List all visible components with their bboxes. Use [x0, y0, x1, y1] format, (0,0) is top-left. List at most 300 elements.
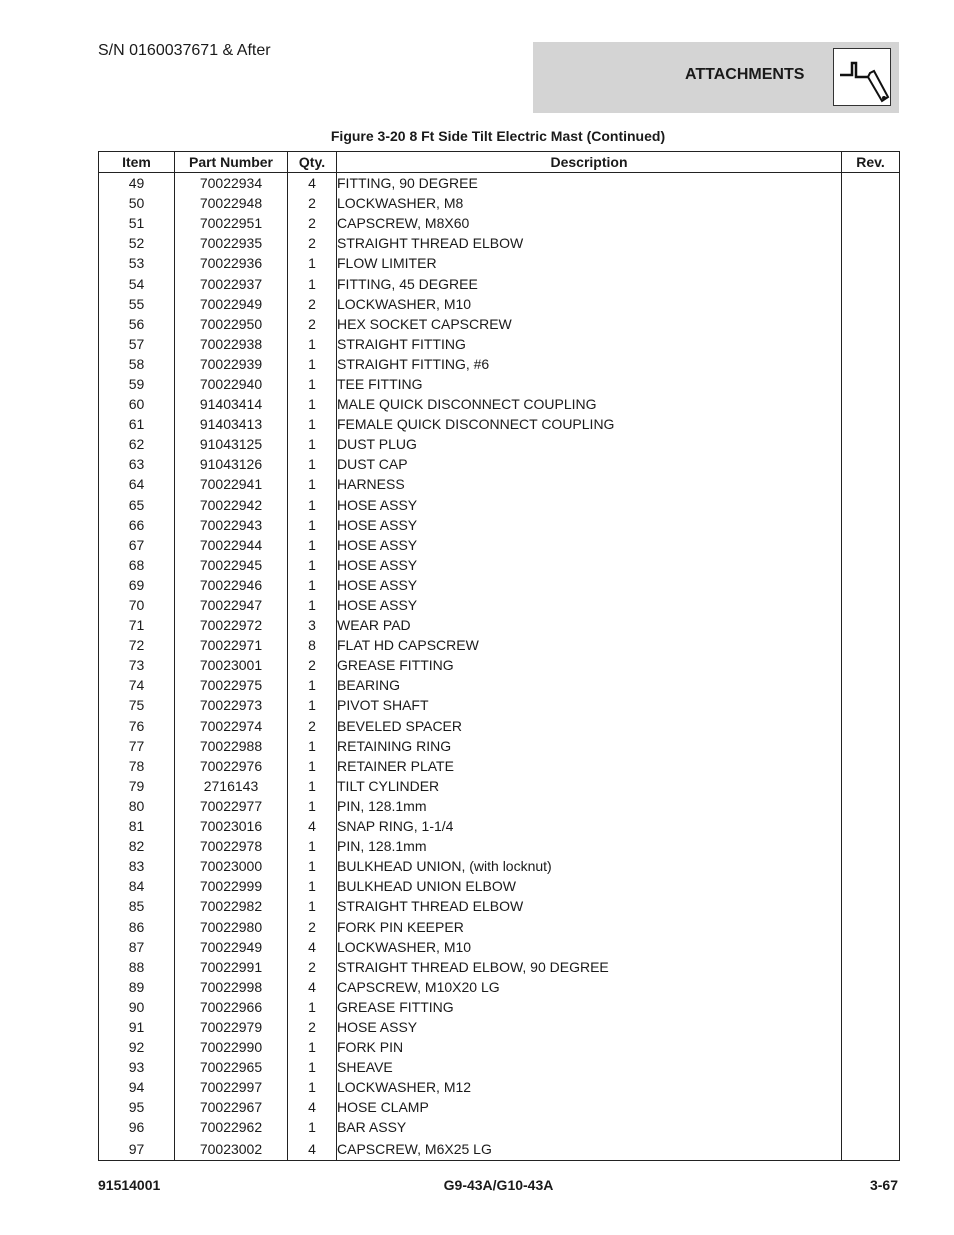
qty-cell: 2 — [288, 213, 337, 233]
part-number-cell: 70022938 — [175, 334, 288, 354]
item-cell: 87 — [99, 937, 175, 957]
qty-cell: 3 — [288, 615, 337, 635]
item-cell: 78 — [99, 756, 175, 776]
item-cell: 85 — [99, 896, 175, 916]
part-number-cell: 70022944 — [175, 535, 288, 555]
item-cell: 60 — [99, 394, 175, 414]
rev-cell — [842, 1017, 900, 1037]
table-row — [99, 695, 900, 715]
col-header-item: Item — [99, 152, 175, 173]
rev-cell — [842, 937, 900, 957]
description-cell: LOCKWASHER, M10 — [337, 937, 842, 957]
table-row — [99, 334, 900, 354]
table-row — [99, 354, 900, 374]
table-row — [99, 675, 900, 695]
table-row — [99, 977, 900, 997]
description-cell: FLAT HD CAPSCREW — [337, 635, 842, 655]
rev-cell — [842, 675, 900, 695]
description-cell: STRAIGHT THREAD ELBOW — [337, 896, 842, 916]
rev-cell — [842, 294, 900, 314]
qty-cell: 1 — [288, 796, 337, 816]
description-cell: CAPSCREW, M6X25 LG — [337, 1138, 842, 1161]
table-row — [99, 756, 900, 776]
qty-cell: 2 — [288, 294, 337, 314]
part-number-cell: 70022962 — [175, 1117, 288, 1137]
part-number-cell: 70022977 — [175, 796, 288, 816]
part-number-cell: 70022942 — [175, 495, 288, 515]
parts-table-body — [99, 173, 900, 1161]
part-number-cell: 70022974 — [175, 716, 288, 736]
part-number-cell: 70022973 — [175, 695, 288, 715]
description-cell: HEX SOCKET CAPSCREW — [337, 314, 842, 334]
item-cell: 75 — [99, 695, 175, 715]
part-number-cell: 70022934 — [175, 173, 288, 194]
table-row — [99, 213, 900, 233]
rev-cell — [842, 1057, 900, 1077]
description-cell: FITTING, 45 DEGREE — [337, 273, 842, 293]
rev-cell — [842, 555, 900, 575]
table-row — [99, 555, 900, 575]
table-row — [99, 495, 900, 515]
qty-cell: 1 — [288, 334, 337, 354]
description-cell: SNAP RING, 1-1/4 — [337, 816, 842, 836]
qty-cell: 4 — [288, 937, 337, 957]
rev-cell — [842, 856, 900, 876]
description-cell: HARNESS — [337, 474, 842, 494]
part-number-cell: 70022997 — [175, 1077, 288, 1097]
item-cell: 91 — [99, 1017, 175, 1037]
qty-cell: 1 — [288, 555, 337, 575]
table-row — [99, 454, 900, 474]
table-row — [99, 896, 900, 916]
qty-cell: 1 — [288, 394, 337, 414]
item-cell: 56 — [99, 314, 175, 334]
description-cell: PIN, 128.1mm — [337, 836, 842, 856]
description-cell: FORK PIN KEEPER — [337, 916, 842, 936]
qty-cell: 1 — [288, 756, 337, 776]
part-number-cell: 70022999 — [175, 876, 288, 896]
figure-title: Figure 3-20 8 Ft Side Tilt Electric Mast (Continued) — [330, 128, 666, 144]
rev-cell — [842, 334, 900, 354]
part-number-cell: 70022976 — [175, 756, 288, 776]
table-row — [99, 253, 900, 273]
table-row — [99, 294, 900, 314]
model-number: G9-43A/G10-43A — [443, 1177, 554, 1193]
qty-cell: 1 — [288, 1117, 337, 1137]
item-cell: 49 — [99, 173, 175, 194]
part-number-cell: 70022949 — [175, 937, 288, 957]
rev-cell — [842, 776, 900, 796]
part-number-cell: 70022978 — [175, 836, 288, 856]
table-row — [99, 856, 900, 876]
part-number-cell: 70022937 — [175, 273, 288, 293]
rev-cell — [842, 253, 900, 273]
item-cell: 67 — [99, 535, 175, 555]
qty-cell: 1 — [288, 595, 337, 615]
part-number-cell: 70022991 — [175, 957, 288, 977]
qty-cell: 1 — [288, 454, 337, 474]
qty-cell: 1 — [288, 876, 337, 896]
qty-cell: 1 — [288, 997, 337, 1017]
part-number-cell: 91043125 — [175, 434, 288, 454]
table-row — [99, 1017, 900, 1037]
qty-cell: 1 — [288, 1037, 337, 1057]
description-cell: BEARING — [337, 675, 842, 695]
rev-cell — [842, 595, 900, 615]
qty-cell: 2 — [288, 957, 337, 977]
item-cell: 97 — [99, 1138, 175, 1161]
part-number-cell: 70023000 — [175, 856, 288, 876]
table-row — [99, 1138, 900, 1161]
item-cell: 65 — [99, 495, 175, 515]
part-number-cell: 70023016 — [175, 816, 288, 836]
item-cell: 90 — [99, 997, 175, 1017]
item-cell: 66 — [99, 515, 175, 535]
description-cell: DUST PLUG — [337, 434, 842, 454]
part-number-cell: 70022998 — [175, 977, 288, 997]
description-cell: PIVOT SHAFT — [337, 695, 842, 715]
qty-cell: 1 — [288, 856, 337, 876]
item-cell: 69 — [99, 575, 175, 595]
description-cell: HOSE ASSY — [337, 575, 842, 595]
rev-cell — [842, 273, 900, 293]
qty-cell: 1 — [288, 776, 337, 796]
part-number-cell: 70022943 — [175, 515, 288, 535]
part-number-cell: 70022990 — [175, 1037, 288, 1057]
part-number-cell: 70022946 — [175, 575, 288, 595]
description-cell: STRAIGHT FITTING, #6 — [337, 354, 842, 374]
qty-cell: 4 — [288, 1097, 337, 1117]
item-cell: 89 — [99, 977, 175, 997]
item-cell: 76 — [99, 716, 175, 736]
rev-cell — [842, 474, 900, 494]
item-cell: 62 — [99, 434, 175, 454]
table-row — [99, 374, 900, 394]
description-cell: RETAINER PLATE — [337, 756, 842, 776]
rev-cell — [842, 575, 900, 595]
table-row — [99, 414, 900, 434]
table-row — [99, 736, 900, 756]
rev-cell — [842, 1037, 900, 1057]
rev-cell — [842, 736, 900, 756]
table-row — [99, 957, 900, 977]
part-number-cell: 70023002 — [175, 1138, 288, 1161]
rev-cell — [842, 454, 900, 474]
rev-cell — [842, 374, 900, 394]
qty-cell: 1 — [288, 736, 337, 756]
table-row — [99, 575, 900, 595]
qty-cell: 1 — [288, 1077, 337, 1097]
item-cell: 61 — [99, 414, 175, 434]
description-cell: BULKHEAD UNION, (with locknut) — [337, 856, 842, 876]
rev-cell — [842, 314, 900, 334]
description-cell: STRAIGHT THREAD ELBOW — [337, 233, 842, 253]
rev-cell — [842, 535, 900, 555]
qty-cell: 1 — [288, 273, 337, 293]
rev-cell — [842, 655, 900, 675]
item-cell: 93 — [99, 1057, 175, 1077]
table-row — [99, 997, 900, 1017]
rev-cell — [842, 816, 900, 836]
qty-cell: 1 — [288, 354, 337, 374]
rev-cell — [842, 1097, 900, 1117]
table-row — [99, 836, 900, 856]
item-cell: 50 — [99, 193, 175, 213]
table-row — [99, 1097, 900, 1117]
item-cell: 72 — [99, 635, 175, 655]
description-cell: BAR ASSY — [337, 1117, 842, 1137]
parts-table — [98, 151, 900, 1161]
description-cell: FLOW LIMITER — [337, 253, 842, 273]
description-cell: BULKHEAD UNION ELBOW — [337, 876, 842, 896]
item-cell: 84 — [99, 876, 175, 896]
item-cell: 81 — [99, 816, 175, 836]
description-cell: TILT CYLINDER — [337, 776, 842, 796]
qty-cell: 4 — [288, 816, 337, 836]
table-row — [99, 796, 900, 816]
qty-cell: 2 — [288, 314, 337, 334]
qty-cell: 1 — [288, 695, 337, 715]
qty-cell: 2 — [288, 655, 337, 675]
qty-cell: 2 — [288, 193, 337, 213]
description-cell: FORK PIN — [337, 1037, 842, 1057]
description-cell: PIN, 128.1mm — [337, 796, 842, 816]
part-number-cell: 70022965 — [175, 1057, 288, 1077]
part-number-cell: 70022951 — [175, 213, 288, 233]
item-cell: 92 — [99, 1037, 175, 1057]
table-row — [99, 655, 900, 675]
rev-cell — [842, 876, 900, 896]
rev-cell — [842, 756, 900, 776]
qty-cell: 4 — [288, 977, 337, 997]
table-header-row — [99, 152, 900, 173]
rev-cell — [842, 635, 900, 655]
qty-cell: 2 — [288, 1017, 337, 1037]
table-row — [99, 1057, 900, 1077]
rev-cell — [842, 977, 900, 997]
rev-cell — [842, 695, 900, 715]
description-cell: BEVELED SPACER — [337, 716, 842, 736]
part-number-cell: 91043126 — [175, 454, 288, 474]
part-number-cell: 70022947 — [175, 595, 288, 615]
qty-cell: 2 — [288, 716, 337, 736]
item-cell: 63 — [99, 454, 175, 474]
description-cell: TEE FITTING — [337, 374, 842, 394]
table-row — [99, 1077, 900, 1097]
table-row — [99, 535, 900, 555]
description-cell: HOSE ASSY — [337, 515, 842, 535]
item-cell: 73 — [99, 655, 175, 675]
section-header — [533, 42, 899, 113]
part-number-cell: 70022980 — [175, 916, 288, 936]
rev-cell — [842, 495, 900, 515]
part-number-cell: 70022972 — [175, 615, 288, 635]
rev-cell — [842, 354, 900, 374]
serial-number: S/N 0160037671 & After — [98, 42, 271, 59]
description-cell: LOCKWASHER, M12 — [337, 1077, 842, 1097]
rev-cell — [842, 394, 900, 414]
item-cell: 58 — [99, 354, 175, 374]
description-cell: GREASE FITTING — [337, 655, 842, 675]
qty-cell: 1 — [288, 495, 337, 515]
table-row — [99, 273, 900, 293]
item-cell: 88 — [99, 957, 175, 977]
description-cell: SHEAVE — [337, 1057, 842, 1077]
part-number-cell: 70022939 — [175, 354, 288, 374]
part-number-cell: 2716143 — [175, 776, 288, 796]
item-cell: 51 — [99, 213, 175, 233]
rev-cell — [842, 1117, 900, 1137]
wrench-icon — [833, 48, 891, 106]
item-cell: 64 — [99, 474, 175, 494]
col-header-part-number: Part Number — [175, 152, 288, 173]
table-row — [99, 1037, 900, 1057]
part-number-cell: 70022935 — [175, 233, 288, 253]
rev-cell — [842, 434, 900, 454]
item-cell: 59 — [99, 374, 175, 394]
qty-cell: 1 — [288, 575, 337, 595]
description-cell: LOCKWASHER, M10 — [337, 294, 842, 314]
qty-cell: 1 — [288, 535, 337, 555]
part-number-cell: 70022950 — [175, 314, 288, 334]
description-cell: HOSE CLAMP — [337, 1097, 842, 1117]
qty-cell: 2 — [288, 233, 337, 253]
table-row — [99, 233, 900, 253]
qty-cell: 8 — [288, 635, 337, 655]
rev-cell — [842, 796, 900, 816]
rev-cell — [842, 957, 900, 977]
qty-cell: 1 — [288, 515, 337, 535]
description-cell: STRAIGHT THREAD ELBOW, 90 DEGREE — [337, 957, 842, 977]
table-row — [99, 816, 900, 836]
qty-cell: 1 — [288, 896, 337, 916]
col-header-description: Description — [337, 152, 842, 173]
item-cell: 71 — [99, 615, 175, 635]
table-row — [99, 434, 900, 454]
rev-cell — [842, 193, 900, 213]
description-cell: FITTING, 90 DEGREE — [337, 173, 842, 194]
table-row — [99, 615, 900, 635]
item-cell: 54 — [99, 273, 175, 293]
description-cell: CAPSCREW, M8X60 — [337, 213, 842, 233]
table-row — [99, 916, 900, 936]
qty-cell: 1 — [288, 374, 337, 394]
description-cell: WEAR PAD — [337, 615, 842, 635]
rev-cell — [842, 1138, 900, 1161]
part-number-cell: 70022949 — [175, 294, 288, 314]
rev-cell — [842, 836, 900, 856]
description-cell: DUST CAP — [337, 454, 842, 474]
description-cell: HOSE ASSY — [337, 595, 842, 615]
rev-cell — [842, 1077, 900, 1097]
table-row — [99, 394, 900, 414]
rev-cell — [842, 997, 900, 1017]
item-cell: 83 — [99, 856, 175, 876]
qty-cell: 1 — [288, 434, 337, 454]
description-cell: RETAINING RING — [337, 736, 842, 756]
part-number-cell: 70022941 — [175, 474, 288, 494]
table-row — [99, 474, 900, 494]
rev-cell — [842, 515, 900, 535]
table-row — [99, 314, 900, 334]
rev-cell — [842, 173, 900, 194]
item-cell: 94 — [99, 1077, 175, 1097]
part-number-cell: 70022982 — [175, 896, 288, 916]
qty-cell: 1 — [288, 414, 337, 434]
part-number-cell: 70022936 — [175, 253, 288, 273]
description-cell: STRAIGHT FITTING — [337, 334, 842, 354]
section-title: ATTACHMENTS — [685, 66, 805, 83]
rev-cell — [842, 233, 900, 253]
item-cell: 57 — [99, 334, 175, 354]
qty-cell: 1 — [288, 474, 337, 494]
table-row — [99, 635, 900, 655]
rev-cell — [842, 414, 900, 434]
col-header-rev: Rev. — [842, 152, 900, 173]
part-number-cell: 70022940 — [175, 374, 288, 394]
table-row — [99, 173, 900, 194]
description-cell: MALE QUICK DISCONNECT COUPLING — [337, 394, 842, 414]
description-cell: FEMALE QUICK DISCONNECT COUPLING — [337, 414, 842, 434]
description-cell: HOSE ASSY — [337, 1017, 842, 1037]
item-cell: 77 — [99, 736, 175, 756]
part-number-cell: 70022967 — [175, 1097, 288, 1117]
rev-cell — [842, 213, 900, 233]
col-header-qty: Qty. — [288, 152, 337, 173]
table-row — [99, 515, 900, 535]
item-cell: 96 — [99, 1117, 175, 1137]
item-cell: 53 — [99, 253, 175, 273]
table-row — [99, 1117, 900, 1137]
description-cell: HOSE ASSY — [337, 535, 842, 555]
qty-cell: 2 — [288, 916, 337, 936]
table-row — [99, 876, 900, 896]
part-number-cell: 70022948 — [175, 193, 288, 213]
table-row — [99, 776, 900, 796]
table-row — [99, 716, 900, 736]
table-row — [99, 193, 900, 213]
item-cell: 52 — [99, 233, 175, 253]
item-cell: 70 — [99, 595, 175, 615]
rev-cell — [842, 916, 900, 936]
item-cell: 95 — [99, 1097, 175, 1117]
page-number: 3-67 — [869, 1177, 898, 1193]
table-row — [99, 595, 900, 615]
part-number-cell: 70022979 — [175, 1017, 288, 1037]
item-cell: 74 — [99, 675, 175, 695]
part-number-cell: 70022975 — [175, 675, 288, 695]
qty-cell: 1 — [288, 836, 337, 856]
rev-cell — [842, 615, 900, 635]
doc-number: 91514001 — [98, 1177, 161, 1193]
part-number-cell: 91403414 — [175, 394, 288, 414]
description-cell: LOCKWASHER, M8 — [337, 193, 842, 213]
description-cell: HOSE ASSY — [337, 495, 842, 515]
description-cell: CAPSCREW, M10X20 LG — [337, 977, 842, 997]
item-cell: 68 — [99, 555, 175, 575]
qty-cell: 4 — [288, 1138, 337, 1161]
item-cell: 79 — [99, 776, 175, 796]
table-row — [99, 937, 900, 957]
item-cell: 82 — [99, 836, 175, 856]
description-cell: HOSE ASSY — [337, 555, 842, 575]
part-number-cell: 70022988 — [175, 736, 288, 756]
part-number-cell: 70022966 — [175, 997, 288, 1017]
rev-cell — [842, 896, 900, 916]
item-cell: 55 — [99, 294, 175, 314]
part-number-cell: 70022971 — [175, 635, 288, 655]
item-cell: 86 — [99, 916, 175, 936]
